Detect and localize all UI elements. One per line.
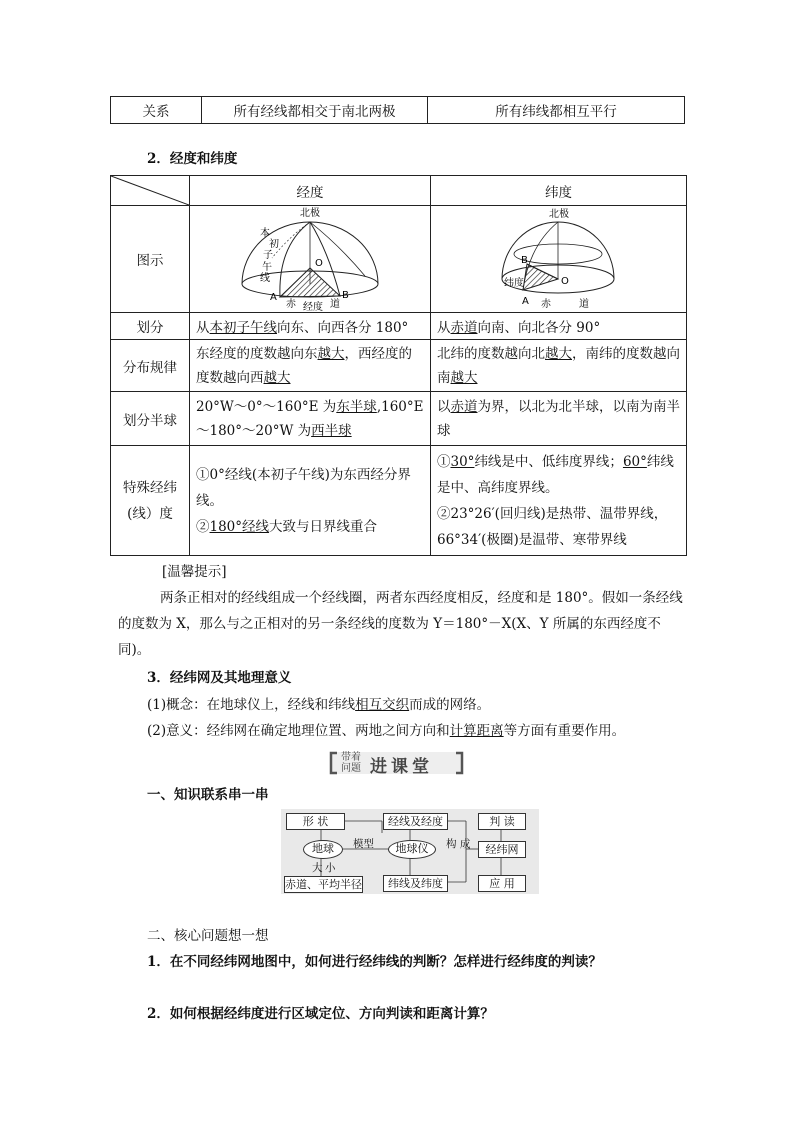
lon-meridian-char-3: 子 [263, 250, 273, 261]
lat-north-pole: 北极 [549, 209, 569, 220]
header-longitude: 经度 [190, 176, 431, 206]
lon-meridian-char-1: 本 [260, 228, 270, 239]
lon-equator-char-2: 道 [330, 299, 340, 310]
distribution-longitude: 东经度的度数越向东越大，西经度的度数越向西越大 [190, 340, 431, 392]
flow-judge: 判 读 [478, 813, 526, 830]
tip-text: 两条正相对的经线组成一个经线圈，两者东西经度相反，经度和是 180°。假如一条经线的度数为 X，那么与之正相对的另一条经线的度数为 Y＝180°－X(X、Y 所属的东西经度不同)。 [118, 590, 683, 658]
lon-meridian-char-5: 线 [260, 273, 270, 284]
hemisphere-latitude: 以赤道为界，以北为北半球，以南为南半球 [431, 392, 687, 446]
longitude-hemisphere-diagram [190, 206, 430, 312]
knowledge-title: 一、知识联系串一串 [147, 787, 269, 803]
lon-point-a: A [270, 292, 277, 303]
hemisphere-label: 划分半球 [111, 392, 190, 446]
question-2: 2．如何根据经纬度进行区域定位、方向判读和距离计算？ [147, 1006, 494, 1022]
relation-label: 关系 [111, 97, 202, 124]
lon-meridian-char-2: 初 [269, 239, 279, 250]
flow-size-small: 小 [325, 862, 336, 874]
relation-longitude: 所有经线都相交于南北两极 [202, 97, 428, 124]
diagonal-line [111, 176, 189, 205]
question-1: 1．在不同经纬网地图中，如何进行经纬线的判断？怎样进行经纬度的判读？ [147, 954, 602, 970]
longitude-diagram-cell [190, 206, 431, 313]
lon-degree-label: 经度 [303, 302, 323, 312]
special-latitude: ①30°纬线是中、低纬度界线；60°纬线是中、高纬度界线。 ②23°26′(回归线)是热带、温带界线，66°34′(极圈)是温带、寒带界线 [431, 446, 687, 556]
lon-north-pole: 北极 [300, 208, 320, 219]
relation-latitude: 所有纬线都相互平行 [428, 97, 685, 124]
flow-longitude: 经线及经度 [383, 813, 448, 830]
banner-small-text: 带着 问题 [341, 752, 361, 774]
diagonal-header-cell [111, 176, 190, 206]
banner-title: 进课堂 [370, 757, 433, 777]
class-banner [328, 750, 465, 776]
lat-point-b: B [521, 255, 528, 266]
diagram-row-label: 图示 [111, 206, 190, 313]
lon-meridian-char-4: 午 [262, 262, 272, 273]
special-label: 特殊经纬 (线）度 [111, 446, 190, 556]
special-longitude: ①0°经线(本初子午线)为东西经分界线。 ②180°经线大致与日界线重合 [190, 446, 431, 556]
lon-point-b: B [342, 290, 349, 301]
lat-point-a: A [522, 296, 529, 307]
flow-radius: 赤道、平均半径 [285, 878, 362, 891]
lon-equator-char-1: 赤 [286, 299, 296, 310]
division-latitude: 从赤道向南、向北各分 90° [431, 313, 687, 340]
section-3-title: 3．经纬网及其地理意义 [147, 670, 292, 686]
tip-title: [温馨提示] [162, 564, 227, 580]
knowledge-flowchart [281, 809, 539, 894]
flow-grid: 经纬网 [478, 841, 526, 858]
flow-latitude: 纬线及纬度 [383, 875, 448, 892]
distribution-label: 分布规律 [111, 340, 190, 392]
flow-apply: 应 用 [478, 875, 526, 892]
lat-lon-table [110, 175, 687, 556]
core-title: 二、核心问题想一想 [147, 928, 269, 944]
flow-compose-label: 构 成 [446, 838, 471, 850]
grid-concept: (1)概念：在地球仪上，经线和纬线相互交织而成的网络。 [147, 697, 491, 713]
lon-center-o: O [315, 258, 323, 269]
lat-equator-char-1: 赤 [541, 299, 551, 310]
distribution-latitude: 北纬的度数越向北越大，南纬的度数越向南越大 [431, 340, 687, 392]
flow-shape: 形 状 [286, 813, 345, 830]
latitude-hemisphere-diagram [431, 206, 686, 312]
lat-equator-char-2: 道 [579, 299, 589, 310]
flow-globe: 地球仪 [388, 840, 436, 859]
section-2-title: 2．经度和纬度 [147, 151, 238, 167]
lat-degree-label: 纬度 [504, 278, 524, 289]
division-longitude: 从本初子午线向东、向西各分 180° [190, 313, 431, 340]
latitude-diagram-cell [431, 206, 687, 313]
flow-model-label: 模型 [353, 838, 374, 850]
hemisphere-longitude: 20°W～0°～160°E 为东半球,160°E～180°～20°W 为西半球 [190, 392, 431, 446]
flow-size-large: 大 [312, 862, 323, 874]
grid-meaning: (2)意义：经纬网在确定地理位置、两地之间方向和计算距离等方面有重要作用。 [147, 723, 626, 739]
relation-table [110, 96, 685, 124]
division-label: 划分 [111, 313, 190, 340]
flow-earth: 地球 [303, 840, 343, 859]
lat-center-o: O [561, 276, 569, 287]
header-latitude: 纬度 [431, 176, 687, 206]
